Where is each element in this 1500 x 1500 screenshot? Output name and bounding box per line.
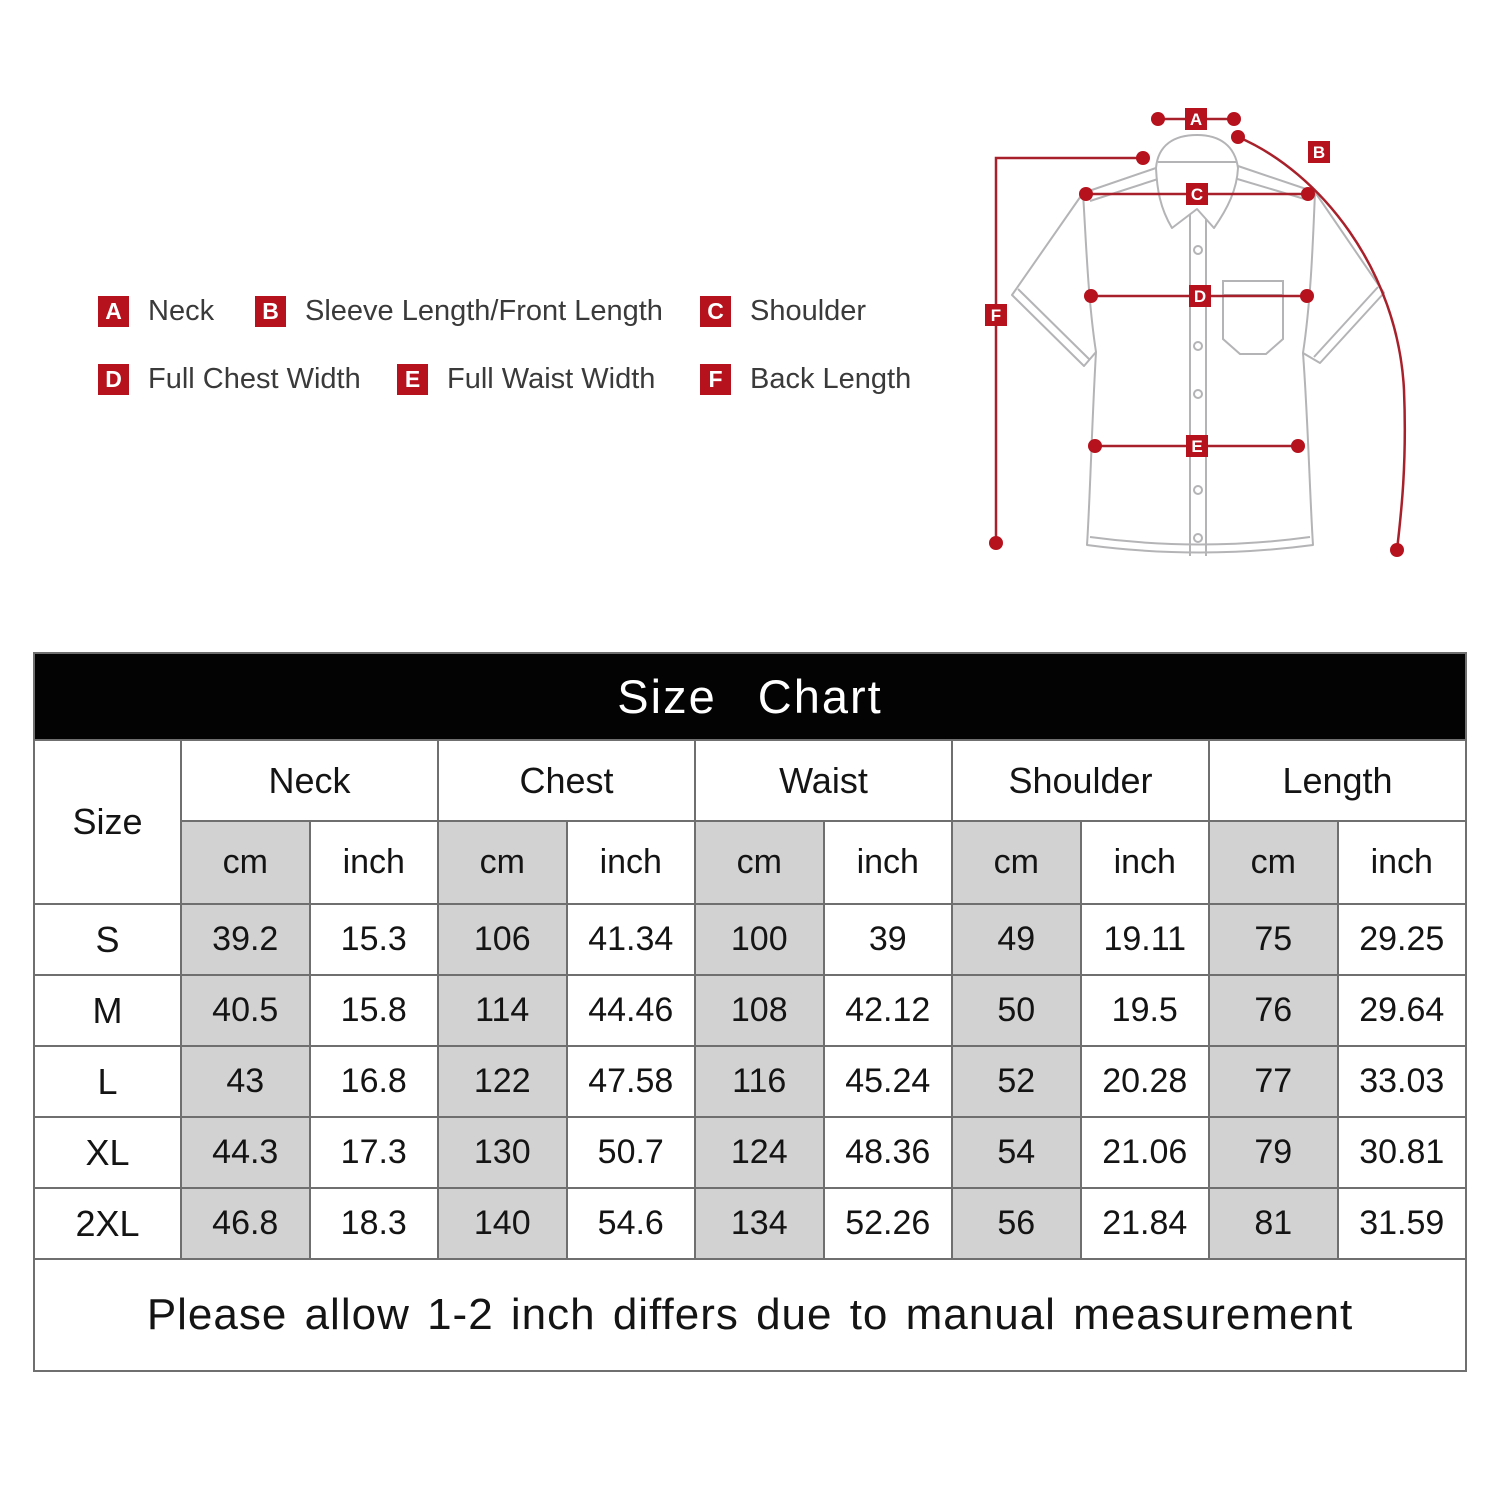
value-cell: 77 [1209, 1046, 1338, 1117]
value-cell: 50 [952, 975, 1081, 1046]
value-cell: 18.3 [310, 1188, 439, 1259]
legend-label: Full Chest Width [148, 363, 361, 395]
column-header-length: Length [1209, 740, 1466, 821]
marker-a-letter: A [1189, 110, 1203, 129]
table-title-row [34, 653, 1466, 740]
marker-e-letter: E [1191, 437, 1203, 456]
legend-marker-b: B [255, 296, 286, 327]
measurement-line-a [1151, 108, 1241, 130]
size-cell: S [34, 904, 181, 975]
size-cell: XL [34, 1117, 181, 1188]
value-cell: 56 [952, 1188, 1081, 1259]
value-cell: 140 [438, 1188, 567, 1259]
table-footer-row [34, 1259, 1466, 1371]
value-cell: 29.25 [1338, 904, 1467, 975]
column-header-chest: Chest [438, 740, 695, 821]
legend-label: Full Waist Width [447, 363, 656, 395]
value-cell: 50.7 [567, 1117, 696, 1188]
legend-label: Neck [148, 295, 215, 327]
table-row-m [34, 975, 1466, 1046]
value-cell: 108 [695, 975, 824, 1046]
legend-marker-f: F [700, 364, 731, 395]
value-cell: 16.8 [310, 1046, 439, 1117]
value-cell: 39.2 [181, 904, 310, 975]
column-header-waist: Waist [695, 740, 952, 821]
unit-header-inch: inch [1338, 821, 1467, 904]
value-cell: 29.64 [1338, 975, 1467, 1046]
legend-item-full-waist-width [397, 363, 655, 396]
legend-item-sleeve-length [255, 295, 663, 328]
legend-label: Shoulder [750, 295, 867, 327]
value-cell: 45.24 [824, 1046, 953, 1117]
size-chart-table [33, 652, 1467, 1372]
value-cell: 106 [438, 904, 567, 975]
column-header-shoulder: Shoulder [952, 740, 1209, 821]
unit-header-inch: inch [824, 821, 953, 904]
value-cell: 20.28 [1081, 1046, 1210, 1117]
value-cell: 122 [438, 1046, 567, 1117]
value-cell: 75 [1209, 904, 1338, 975]
size-cell: 2XL [34, 1188, 181, 1259]
legend-marker-d: D [98, 364, 129, 395]
unit-header-inch: inch [1081, 821, 1210, 904]
legend-label: Sleeve Length/Front Length [305, 295, 663, 327]
size-cell: L [34, 1046, 181, 1117]
value-cell: 44.46 [567, 975, 696, 1046]
value-cell: 81 [1209, 1188, 1338, 1259]
value-cell: 47.58 [567, 1046, 696, 1117]
table-row-l [34, 1046, 1466, 1117]
value-cell: 19.5 [1081, 975, 1210, 1046]
value-cell: 79 [1209, 1117, 1338, 1188]
value-cell: 48.36 [824, 1117, 953, 1188]
value-cell: 30.81 [1338, 1117, 1467, 1188]
value-cell: 44.3 [181, 1117, 310, 1188]
legend-marker-e: E [397, 364, 428, 395]
legend-label: Back Length [750, 363, 912, 395]
value-cell: 124 [695, 1117, 824, 1188]
unit-header-inch: inch [310, 821, 439, 904]
value-cell: 52.26 [824, 1188, 953, 1259]
legend-marker-c: C [700, 296, 731, 327]
value-cell: 49 [952, 904, 1081, 975]
unit-header-cm: cm [1209, 821, 1338, 904]
marker-b-letter: B [1312, 143, 1326, 162]
shirt-measurement-diagram [955, 80, 1455, 580]
value-cell: 21.06 [1081, 1117, 1210, 1188]
value-cell: 40.5 [181, 975, 310, 1046]
table-row-s [34, 904, 1466, 975]
value-cell: 33.03 [1338, 1046, 1467, 1117]
table-title: Size Chart [34, 653, 1466, 740]
value-cell: 54.6 [567, 1188, 696, 1259]
value-cell: 39 [824, 904, 953, 975]
value-cell: 42.12 [824, 975, 953, 1046]
column-header-neck: Neck [181, 740, 438, 821]
value-cell: 19.11 [1081, 904, 1210, 975]
value-cell: 15.8 [310, 975, 439, 1046]
table-group-header-row [34, 740, 1466, 821]
measurement-disclaimer: Please allow 1-2 inch differs due to manual measurement [34, 1259, 1466, 1371]
table-row-2xl [34, 1188, 1466, 1259]
value-cell: 116 [695, 1046, 824, 1117]
table-unit-header-row [34, 821, 1466, 904]
value-cell: 31.59 [1338, 1188, 1467, 1259]
legend-item-shoulder [700, 295, 866, 328]
value-cell: 41.34 [567, 904, 696, 975]
legend-marker-a: A [98, 296, 129, 327]
value-cell: 17.3 [310, 1117, 439, 1188]
marker-f-letter: F [990, 306, 1002, 325]
column-header-size: Size [34, 740, 181, 904]
value-cell: 114 [438, 975, 567, 1046]
unit-header-cm: cm [695, 821, 824, 904]
unit-header-cm: cm [438, 821, 567, 904]
unit-header-cm: cm [181, 821, 310, 904]
unit-header-inch: inch [567, 821, 696, 904]
value-cell: 76 [1209, 975, 1338, 1046]
value-cell: 21.84 [1081, 1188, 1210, 1259]
legend-item-neck [98, 295, 214, 328]
value-cell: 134 [695, 1188, 824, 1259]
value-cell: 52 [952, 1046, 1081, 1117]
unit-header-cm: cm [952, 821, 1081, 904]
value-cell: 43 [181, 1046, 310, 1117]
marker-c-letter: C [1190, 185, 1204, 204]
legend-item-full-chest-width [98, 363, 361, 396]
legend-item-back-length [700, 363, 911, 396]
value-cell: 54 [952, 1117, 1081, 1188]
marker-d-letter: D [1193, 287, 1207, 306]
value-cell: 100 [695, 904, 824, 975]
value-cell: 15.3 [310, 904, 439, 975]
size-cell: M [34, 975, 181, 1046]
table-row-xl [34, 1117, 1466, 1188]
value-cell: 130 [438, 1117, 567, 1188]
value-cell: 46.8 [181, 1188, 310, 1259]
